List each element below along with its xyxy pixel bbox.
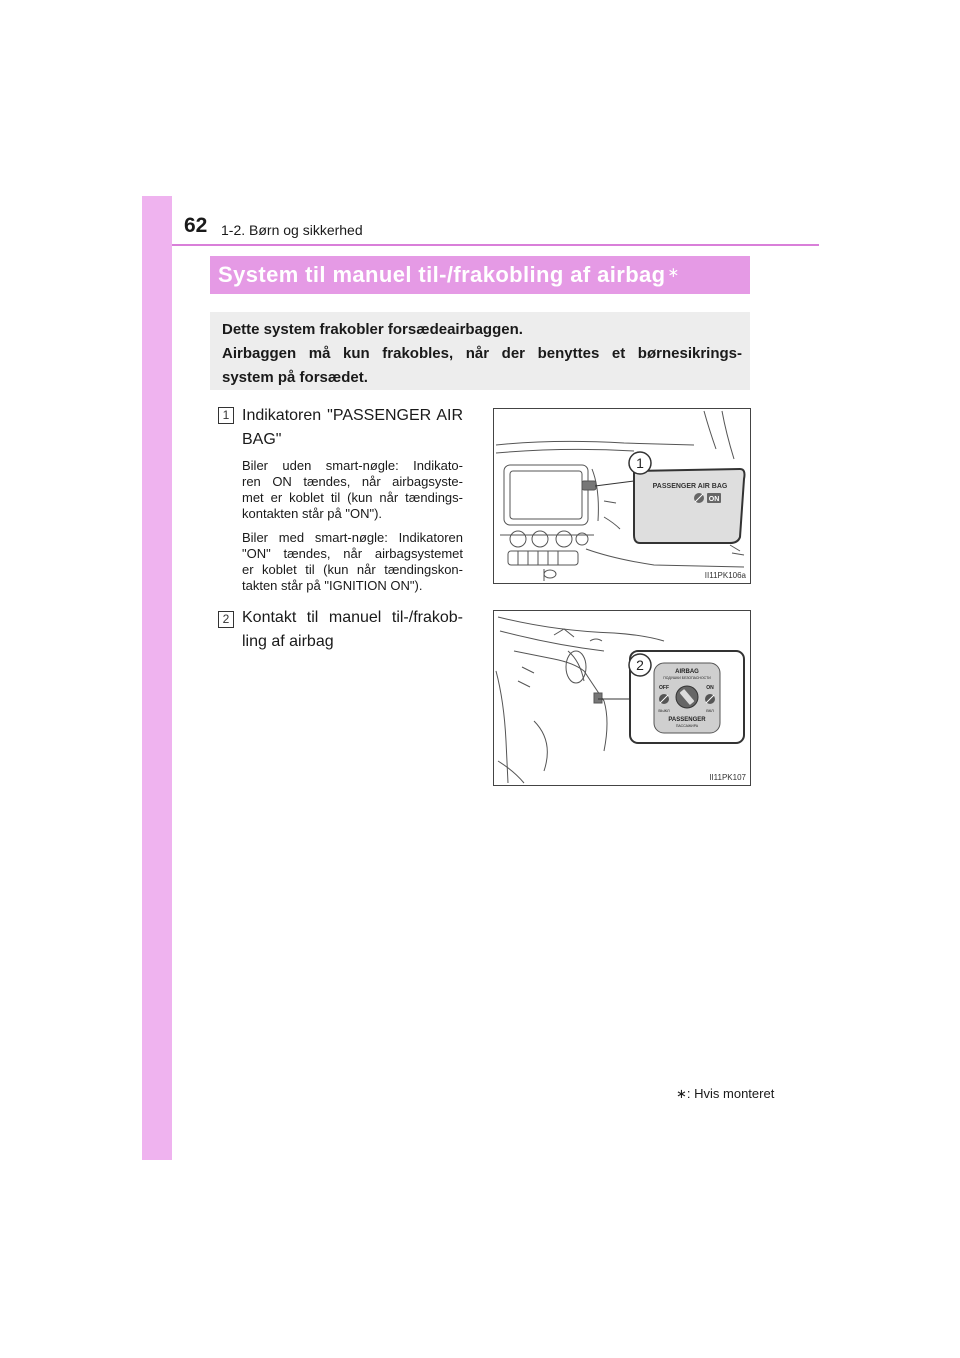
item-2-heading [242,606,463,654]
switch-label-bottom-ru: ПАССАЖИРА [675,724,699,728]
section-title-bar [210,256,750,294]
switch-off-label: OFF [659,685,669,691]
intro-box [210,312,750,390]
figure-2-callout: 2 [636,657,644,673]
airbag-off-icon [694,493,704,503]
text-line: Biler med smart-nøgle: Indikatoren [242,530,463,545]
page-side-tab [142,196,172,1160]
intro-line-1: Dette system frakobler forsædeairbaggen. [222,321,523,338]
indicator-label: PASSENGER AIR BAG [652,483,728,490]
indicator-state: ON [708,496,720,503]
section-title: System til manuel til-/frakobling af airbag [218,262,666,287]
text-line: Biler uden smart-nøgle: Indikato- [242,458,463,473]
text-line: er koblet til (kun når tændingskon- [242,562,463,577]
title-asterisk: ∗ [667,263,680,280]
footnote-text: : Hvis monteret [686,1086,775,1101]
item-1-heading-line-2: BAG" [242,431,282,448]
header-divider [172,244,819,246]
figure-indicator [493,408,751,584]
item-1-heading [242,404,463,452]
item-1-para-2 [242,530,463,594]
chapter-title: 1-2. Børn og sikkerhed [221,222,363,238]
figure-1-code: II11PK106a [704,571,746,580]
item-1-number: 1 [218,407,234,424]
dashboard-illustration [494,409,750,583]
intro-line-3: system på forsædet. [222,369,368,386]
item-1-description [242,458,463,602]
text-line: "ON" tændes, når airbagsystemet [242,546,463,561]
text-line: kontakten står på "ON"). [242,506,383,521]
text-line: ren ON tændes, når airbagsyste- [242,474,463,489]
figure-switch [493,610,751,786]
switch-on-label-ru: ВКЛ [706,708,714,713]
switch-off-label-ru: ВЫКЛ [658,708,670,713]
item-1-para-1 [242,458,463,522]
figure-1-callout: 1 [636,455,644,471]
figure-2-code: II11PK107 [709,773,746,782]
item-2-heading-line-2: ling af airbag [242,633,334,650]
footnote [676,1086,774,1102]
item-2-heading-line-1: Kontakt til manuel til-/frakob- [242,609,463,626]
item-1-heading-line-1: Indikatoren "PASSENGER AIR [242,407,463,424]
item-2-number: 2 [218,611,234,628]
text-line: takten står på "IGNITION ON"). [242,578,423,593]
intro-line-2: Airbaggen må kun frakobles, når der benyttes et børnesikrings- [222,345,742,362]
footnote-marker: ∗ [676,1086,687,1101]
switch-on-label: ON [706,685,714,691]
text-line: met er koblet til (kun når tændings- [242,490,463,505]
switch-label-top-ru: ПОДУШКИ БЕЗОПАСНОСТИ [663,676,711,680]
key-cylinder-icon [676,686,698,708]
switch-label-top: AIRBAG [675,669,699,675]
page-number: 62 [184,214,208,237]
glovebox-illustration [494,611,750,785]
switch-label-bottom: PASSENGER [668,717,706,723]
airbag-off-icon [659,694,669,704]
airbag-on-icon [705,694,715,704]
